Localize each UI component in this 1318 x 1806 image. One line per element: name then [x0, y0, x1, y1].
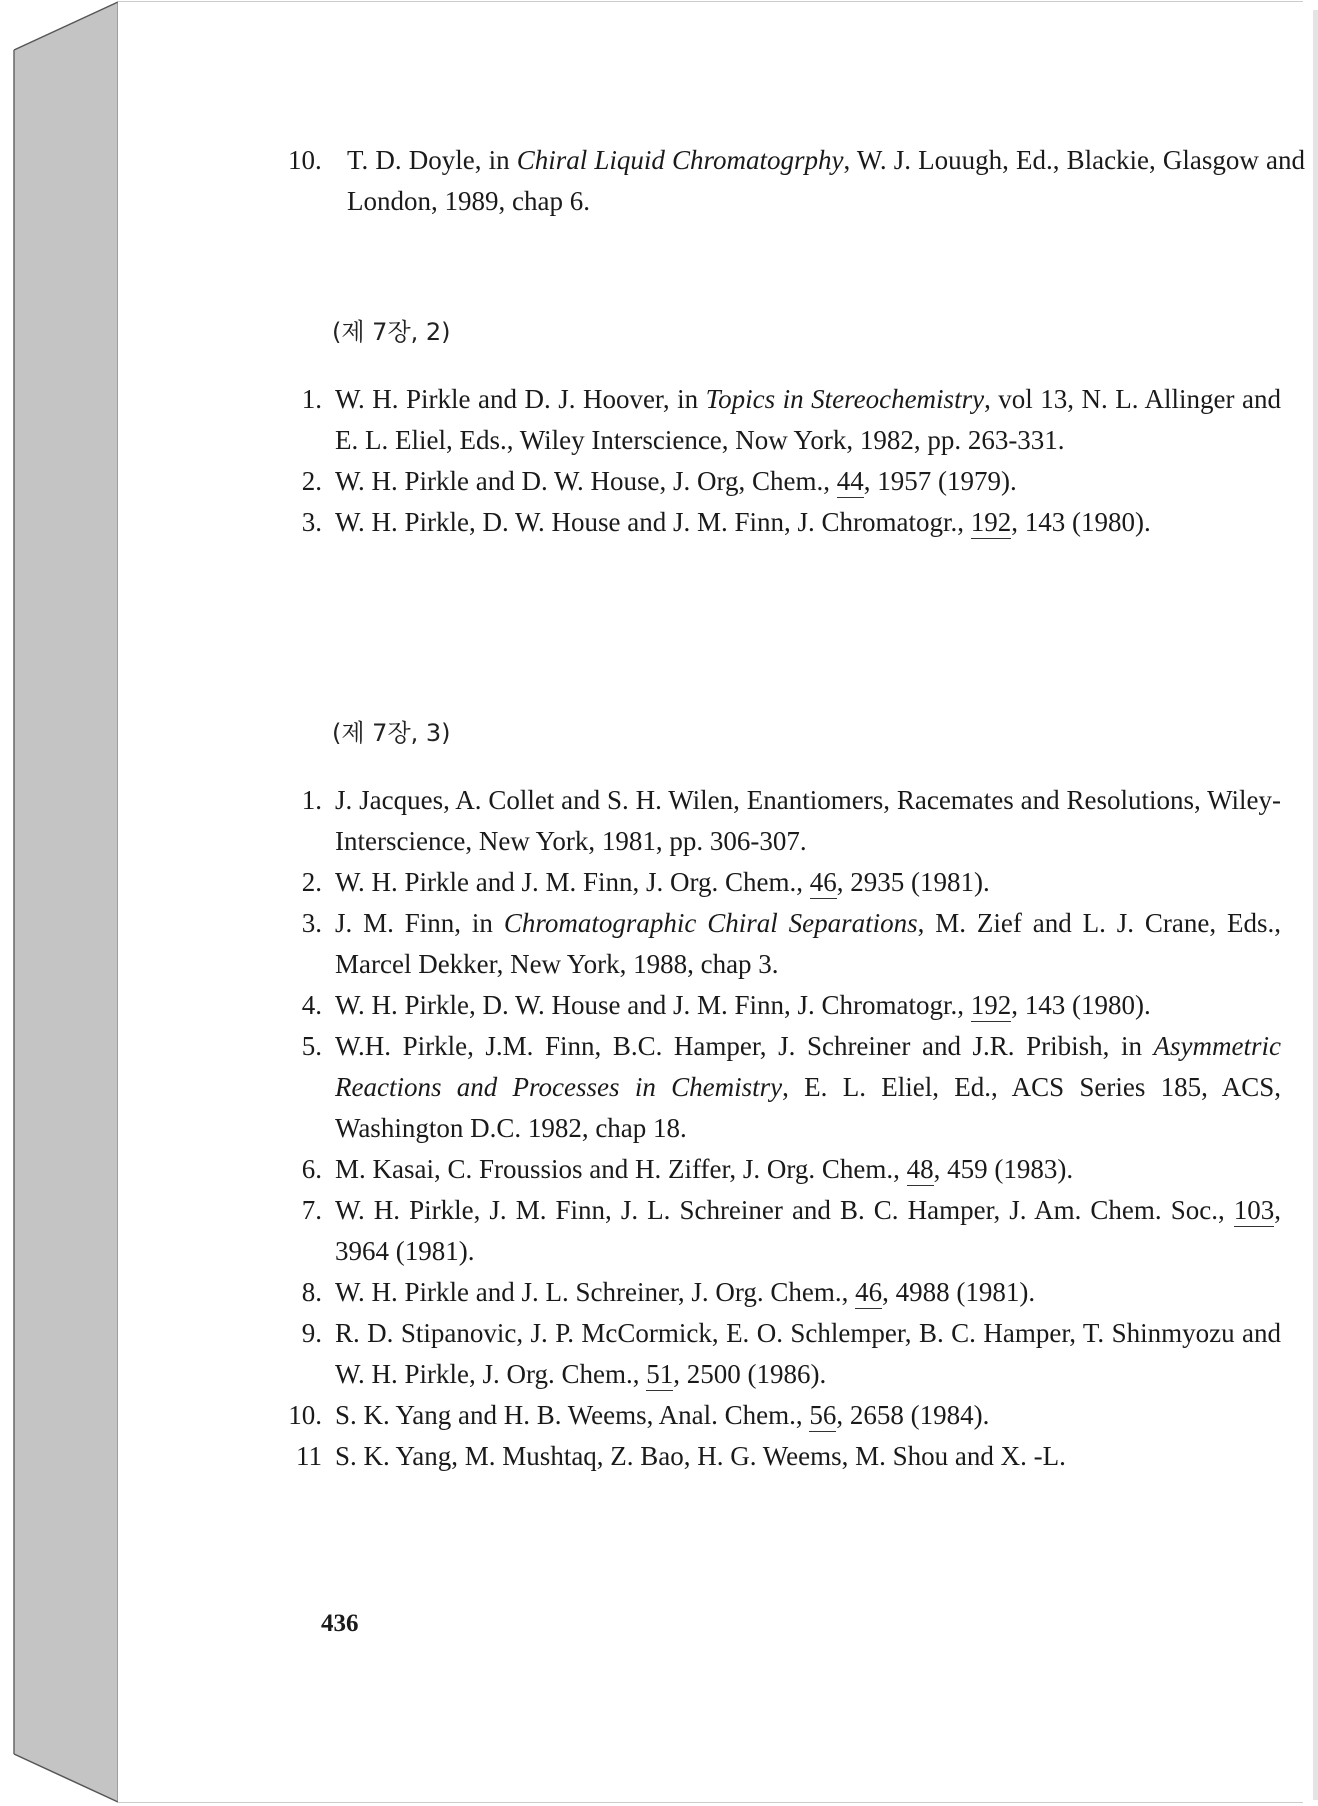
reference-text — [335, 1026, 1281, 1149]
reference-text — [335, 461, 1281, 502]
reference-title-italic: Chromatographic Chiral Separations — [503, 908, 918, 938]
reference-text — [335, 379, 1281, 461]
section-heading: (제 7장, 2) — [332, 318, 451, 346]
reference-text-segment: W. H. Pirkle and D. W. House, J. Org, Chem., — [335, 466, 837, 496]
reference-entry — [118, 1436, 1281, 1477]
reference-text-segment: W. H. Pirkle, D. W. House and J. M. Finn, J. Chromatogr., — [335, 507, 971, 537]
reference-text-segment: W.H. Pirkle, J.M. Finn, B.C. Hamper, J. Schreiner and J.R. Pribish, in — [335, 1031, 1154, 1061]
reference-text-segment: , vol 13, N. L. Allinger and E. L. Eliel, Eds., Wiley Interscience, Now York, 1982, pp. 263-331. — [335, 384, 1281, 455]
reference-text-segment: , 3964 (1981). — [335, 1195, 1281, 1266]
reference-text-segment: , 459 (1983). — [933, 1154, 1074, 1184]
reference-number: 10. — [288, 1400, 322, 1430]
reference-entry — [118, 1272, 1281, 1313]
reference-volume: 56 — [809, 1400, 837, 1430]
reference-text — [335, 502, 1281, 543]
reference-text-segment: , M. Zief and L. J. Crane, Eds., Marcel Dekker, New York, 1988, chap 3. — [335, 908, 1281, 979]
reference-number: 2. — [301, 867, 322, 897]
reference-number: 2. — [301, 466, 322, 496]
reference-number: 6. — [301, 1154, 322, 1184]
reference-entry — [118, 1313, 1281, 1395]
intro-reference-list — [118, 140, 1313, 222]
reference-entry — [118, 903, 1281, 985]
reference-title-italic: Topics in Stereochemistry — [705, 384, 985, 414]
reference-title-italic: Asymmetric Reactions and Processes in Chemistry — [335, 1031, 1281, 1102]
reference-number: 4. — [301, 990, 322, 1020]
section-heading: (제 7장, 3) — [332, 719, 451, 747]
reference-text-segment: R. D. Stipanovic, J. P. McCormick, E. O. Schlemper, B. C. Hamper, T. Shinmyozu and W. H. Pirkle, J. Org. Chem., — [335, 1318, 1281, 1389]
reference-entry — [118, 862, 1281, 903]
book-page — [118, 2, 1313, 1802]
reference-text-segment: W. H. Pirkle, D. W. House and J. M. Finn, J. Chromatogr., — [335, 990, 971, 1020]
reference-volume: 192 — [970, 990, 1012, 1020]
reference-entry — [118, 1190, 1281, 1272]
reference-text-segment: J. Jacques, A. Collet and S. H. Wilen, Enantiomers, Racemates and Resolutions, Wiley-Interscience, New York, 1981, pp. 306-307. — [335, 785, 1281, 856]
reference-volume: 103 — [1233, 1195, 1275, 1225]
reference-number: 7. — [301, 1195, 322, 1225]
reference-entry — [118, 1026, 1281, 1149]
reference-text — [335, 1313, 1281, 1395]
reference-text-segment: , 2500 (1986). — [673, 1359, 827, 1389]
reference-number: 9. — [301, 1318, 322, 1348]
reference-text-segment: , E. L. Eliel, Ed., ACS Series 185, ACS, Washington D.C. 1982, chap 18. — [335, 1072, 1281, 1143]
reference-text-segment: , 143 (1980). — [1011, 990, 1151, 1020]
reference-number: 5. — [301, 1031, 322, 1061]
reference-text — [335, 1149, 1281, 1190]
reference-text-segment: , 2935 (1981). — [836, 867, 990, 897]
reference-entry — [118, 780, 1281, 862]
reference-number: 1. — [301, 785, 322, 815]
reference-volume: 51 — [646, 1359, 674, 1389]
reference-number: 3. — [301, 507, 322, 537]
reference-text-segment: , 4988 (1981). — [882, 1277, 1036, 1307]
reference-entry — [118, 1149, 1281, 1190]
reference-text — [335, 1272, 1281, 1313]
reference-entry — [118, 379, 1281, 461]
reference-text-segment: J. M. Finn, in — [335, 908, 504, 938]
reference-text-segment: W. H. Pirkle, J. M. Finn, J. L. Schreiner and B. C. Hamper, J. Am. Chem. Soc., — [335, 1195, 1234, 1225]
reference-text-segment: M. Kasai, C. Froussios and H. Ziffer, J. Org. Chem., — [335, 1154, 907, 1184]
reference-title-italic: Chiral Liquid Chromatogrphy — [516, 145, 844, 175]
reference-volume: 192 — [970, 507, 1012, 537]
reference-text-segment: W. H. Pirkle and J. L. Schreiner, J. Org. Chem., — [335, 1277, 856, 1307]
reference-text — [335, 1190, 1281, 1272]
reference-number: 10. — [288, 145, 322, 175]
reference-text-segment: S. K. Yang, M. Mushtaq, Z. Bao, H. G. Weems, M. Shou and X. -L. — [335, 1441, 1066, 1471]
reference-list-section-2 — [118, 379, 1313, 543]
page-number: 436 — [321, 1610, 359, 1637]
reference-entry — [118, 140, 1305, 222]
reference-entry — [118, 502, 1281, 543]
reference-volume: 44 — [836, 466, 864, 496]
reference-text-segment: , W. J. Louugh, Ed., Blackie, Glasgow and London, 1989, chap 6. — [347, 145, 1305, 216]
reference-list-section-3 — [118, 780, 1313, 1477]
reference-text — [335, 1395, 1281, 1436]
reference-text-segment: T. D. Doyle, in — [347, 145, 517, 175]
reference-text — [335, 903, 1281, 985]
reference-text — [347, 140, 1305, 222]
reference-text — [335, 1436, 1281, 1477]
reference-volume: 46 — [809, 867, 837, 897]
reference-text-segment: , 2658 (1984). — [836, 1400, 990, 1430]
reference-number: 3. — [301, 908, 322, 938]
reference-number: 8. — [301, 1277, 322, 1307]
reference-text — [335, 862, 1281, 903]
reference-entry — [118, 461, 1281, 502]
reference-volume: 48 — [906, 1154, 934, 1184]
reference-entry — [118, 985, 1281, 1026]
reference-text-segment: W. H. Pirkle and J. M. Finn, J. Org. Chem., — [335, 867, 810, 897]
reference-text-segment: , 143 (1980). — [1011, 507, 1151, 537]
reference-number: 11 — [296, 1441, 322, 1471]
reference-text — [335, 780, 1281, 862]
reference-text-segment: , 1957 (1979). — [863, 466, 1017, 496]
reference-entry — [118, 1395, 1281, 1436]
reference-text-segment: W. H. Pirkle and D. J. Hoover, in — [335, 384, 706, 414]
reference-text — [335, 985, 1281, 1026]
reference-number: 1. — [301, 384, 322, 414]
reference-volume: 46 — [855, 1277, 883, 1307]
reference-text-segment: S. K. Yang and H. B. Weems, Anal. Chem., — [335, 1400, 810, 1430]
